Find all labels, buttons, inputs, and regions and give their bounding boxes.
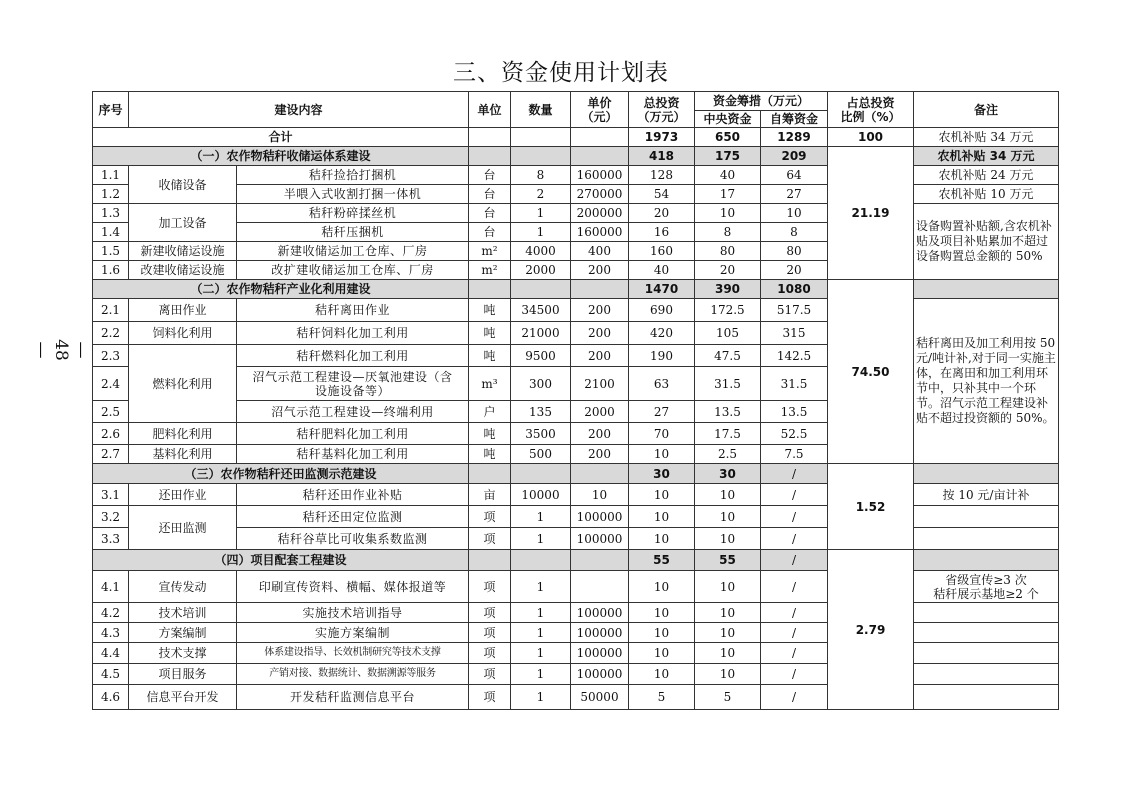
table-row: 1.5 新建收储运设施 新建收储运加工仓库、厂房 m² 4000 400 160 80 80: [93, 242, 1059, 261]
table-row: 1.2 半喂入式收割打捆一体机 台 2 270000 54 17 27 农机补贴 10 万元: [93, 185, 1059, 204]
table-row: 1.4 秸秆压捆机 台 1 160000 16 8 8: [93, 223, 1059, 242]
table-row: 1.1 收储设备 秸秆捡拾打捆机 台 8 160000 128 40 64 农机补贴 24 万元: [93, 166, 1059, 185]
table-row: 2.6 肥料化利用 秸秆肥料化加工利用 吨 3500 200 70 17.5 52.5: [93, 423, 1059, 445]
section-central: 55: [695, 550, 761, 571]
section-title: （四）项目配套工程建设: [93, 550, 469, 571]
section-central: 390: [695, 280, 761, 299]
total-amount: 1973: [629, 128, 695, 147]
section-note: 秸秆离田及加工利用按 50 元/吨计补,对于同一实施主体，在离田和加工利用环节中，只补其中一个环节。沼气示范工程建设补贴不超过投资额的 50%。: [914, 299, 1059, 464]
total-self: 1289: [761, 128, 828, 147]
header-qty: 数量: [511, 92, 571, 128]
section-row: [93, 464, 1059, 484]
funding-plan-table: [92, 91, 1059, 710]
table-row: 2.1 离田作业 秸秆离田作业 吨 34500 200 690 172.5 517.5 秸秆离田及加工利用按 50 元/吨计补,对于同一实施主体，在离田和加工利用环节中，只补其中一个环节。沼气示范工程建设补贴不超过投资额的 50%。: [93, 299, 1059, 322]
total-central: 650: [695, 128, 761, 147]
group-label: 饲料化利用: [129, 322, 237, 345]
table-row: 4.4 技术支撑 体系建设指导、长效机制研究等技术支撑 项 1 100000 10 10 /: [93, 643, 1059, 664]
section-self: /: [761, 550, 828, 571]
section-title: （二）农作物秸秆产业化利用建设: [93, 280, 469, 299]
section-row: [93, 550, 1059, 571]
total-row: [93, 128, 1059, 147]
total-ratio: 100: [828, 128, 914, 147]
page-number: —48—: [31, 339, 91, 361]
table-row: 4.3 方案编制 实施方案编制 项 1 100000 10 10 /: [93, 623, 1059, 643]
header-ratio: 占总投资 比例（%）: [828, 92, 914, 128]
section-title: （三）农作物秸秆还田监测示范建设: [93, 464, 469, 484]
header-seq: 序号: [93, 92, 129, 128]
table-row: 4.1 宣传发动 印刷宣传资料、横幅、媒体报道等 项 1 10 10 / 省级宣传≥3 次 秸秆展示基地≥2 个: [93, 571, 1059, 603]
header-remark: 备注: [914, 92, 1059, 128]
table-row: 2.2 饲料化利用 秸秆饲料化加工利用 吨 21000 200 420 105 315: [93, 322, 1059, 345]
section-remark: 农机补贴 34 万元: [914, 147, 1059, 166]
section-total: 30: [629, 464, 695, 484]
group-label: 基料化利用: [129, 445, 237, 464]
header-content: 建设内容: [129, 92, 469, 128]
section-self: /: [761, 464, 828, 484]
section-ratio: 74.50: [828, 280, 914, 464]
group-label: 项目服务: [129, 664, 237, 685]
group-label: 信息平台开发: [129, 685, 237, 710]
table-row: 2.4 沼气示范工程建设—厌氧池建设（含 设施设备等） m³ 300 2100 63 31.5 31.5: [93, 367, 1059, 401]
section-total: 55: [629, 550, 695, 571]
table-row: 1.6 改建收储运设施 改扩建收储运加工仓库、厂房 m² 2000 200 40 20 20: [93, 261, 1059, 280]
header-row: [93, 92, 1059, 111]
header-funding: 资金筹措（万元）: [695, 92, 828, 111]
group-label: 还田监测: [129, 506, 237, 550]
section-central: 30: [695, 464, 761, 484]
section-row: [93, 147, 1059, 166]
group-label: 离田作业: [129, 299, 237, 322]
group-label: 还田作业: [129, 484, 237, 506]
header-central: 中央资金: [695, 111, 761, 128]
section-note: 设备购置补贴额,含农机补贴及项目补贴累加不超过设备购置总金额的 50%: [914, 204, 1059, 280]
group-label: 收储设备: [129, 166, 237, 204]
section-self: 1080: [761, 280, 828, 299]
section-central: 175: [695, 147, 761, 166]
total-label: 合计: [93, 128, 469, 147]
group-label: 方案编制: [129, 623, 237, 643]
section-total: 418: [629, 147, 695, 166]
section-ratio: 2.79: [828, 550, 914, 710]
row-remark: 农机补贴 10 万元: [914, 185, 1059, 204]
table-row: 4.5 项目服务 产销对接、数据统计、数据溯源等服务 项 1 100000 10 10 /: [93, 664, 1059, 685]
group-label: 肥料化利用: [129, 423, 237, 445]
group-label: 燃料化利用: [129, 345, 237, 423]
table-row: 3.1 还田作业 秸秆还田作业补贴 亩 10000 10 10 10 / 按 10 元/亩计补: [93, 484, 1059, 506]
section-self: 209: [761, 147, 828, 166]
section-row: [93, 280, 1059, 299]
group-label: 新建收储运设施: [129, 242, 237, 261]
page-title: 三、资金使用计划表: [453, 60, 669, 86]
section-ratio: 21.19: [828, 147, 914, 280]
table-row: 4.6 信息平台开发 开发秸秆监测信息平台 项 1 50000 5 5 /: [93, 685, 1059, 710]
header-unit: 单位: [469, 92, 511, 128]
total-remark: 农机补贴 34 万元: [914, 128, 1059, 147]
section-title: （一）农作物秸秆收储运体系建设: [93, 147, 469, 166]
row-remark: 省级宣传≥3 次 秸秆展示基地≥2 个: [914, 571, 1059, 603]
section-total: 1470: [629, 280, 695, 299]
group-label: 技术支撑: [129, 643, 237, 664]
header-price: 单价 （元）: [571, 92, 629, 128]
group-label: 技术培训: [129, 603, 237, 623]
table-row: 2.7 基料化利用 秸秆基料化加工利用 吨 500 200 10 2.5 7.5: [93, 445, 1059, 464]
row-remark: 农机补贴 24 万元: [914, 166, 1059, 185]
header-self: 自筹资金: [761, 111, 828, 128]
section-ratio: 1.52: [828, 464, 914, 550]
table-row: 4.2 技术培训 实施技术培训指导 项 1 100000 10 10 /: [93, 603, 1059, 623]
table-row: 2.5 沼气示范工程建设—终端利用 户 135 2000 27 13.5 13.5: [93, 401, 1059, 423]
group-label: 加工设备: [129, 204, 237, 242]
group-label: 宣传发动: [129, 571, 237, 603]
header-total: 总投资 （万元）: [629, 92, 695, 128]
row-remark: 按 10 元/亩计补: [914, 484, 1059, 506]
group-label: 改建收储运设施: [129, 261, 237, 280]
table-row: 1.3 加工设备 秸秆粉碎揉丝机 台 1 200000 20 10 10 设备购置补贴额,含农机补贴及项目补贴累加不超过设备购置总金额的 50%: [93, 204, 1059, 223]
table-row: 3.3 秸秆谷草比可收集系数监测 项 1 100000 10 10 /: [93, 528, 1059, 550]
table-row: 2.3 燃料化利用 秸秆燃料化加工利用 吨 9500 200 190 47.5 142.5: [93, 345, 1059, 367]
table-row: 3.2 还田监测 秸秆还田定位监测 项 1 100000 10 10 /: [93, 506, 1059, 528]
